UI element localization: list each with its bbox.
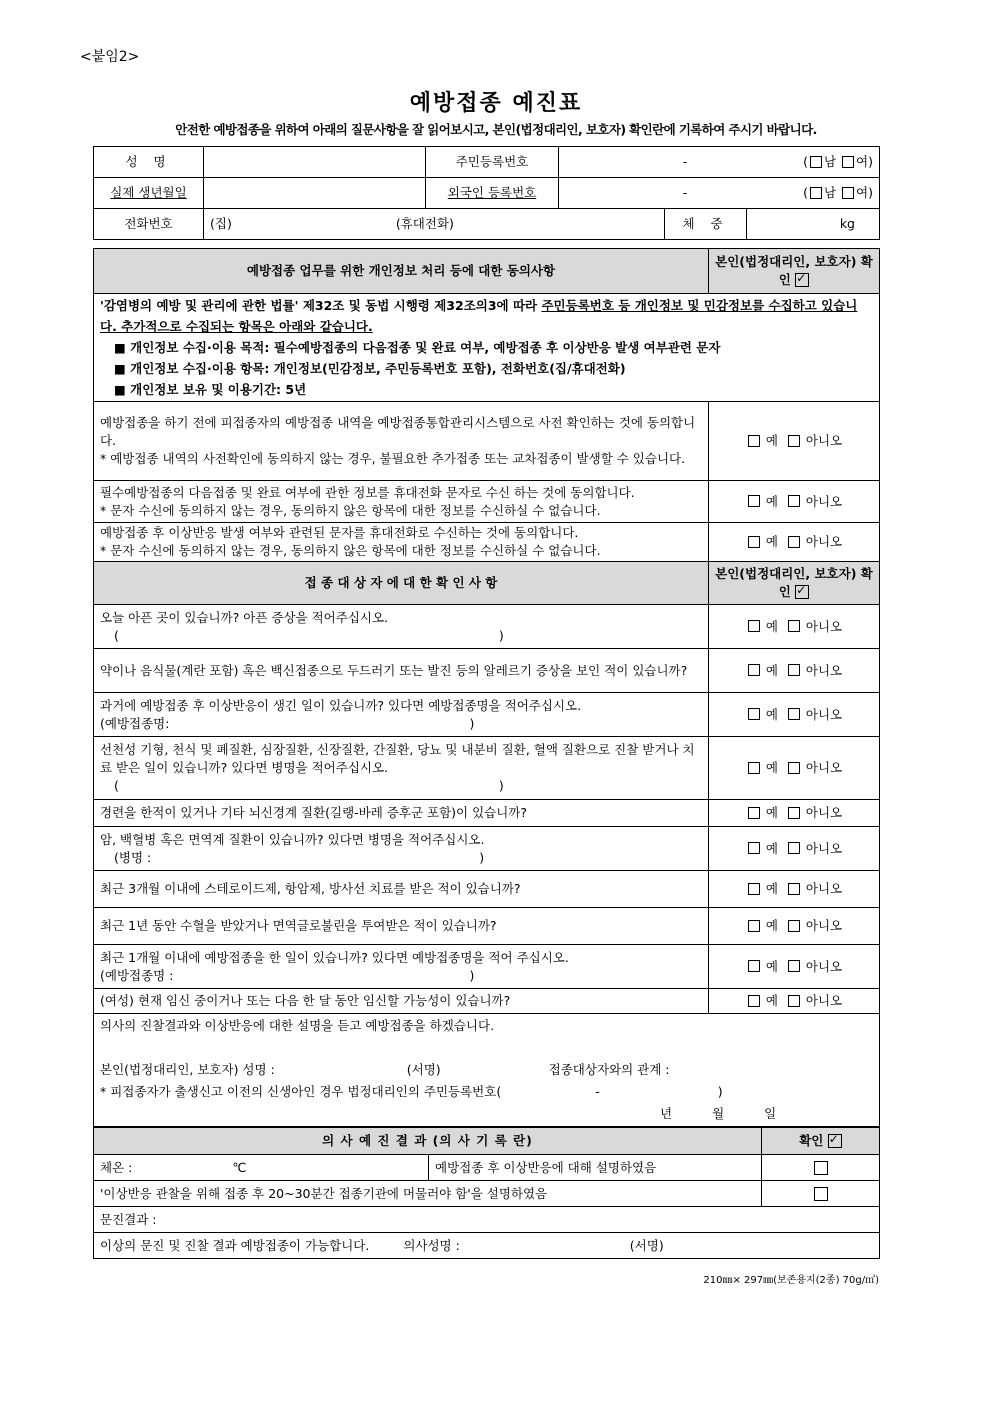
exam-result-field[interactable]: 문진결과 : (94, 1207, 880, 1233)
year-label: 년 (660, 1106, 673, 1121)
birth-field[interactable] (204, 178, 426, 209)
birth-label: 실제 생년월일 (110, 185, 187, 200)
consent-confirm-header: 본인(법정대리인, 보호자) 확인 ✓ (709, 249, 880, 294)
name-label: 성 명 (94, 147, 204, 178)
target-q2: 약이나 음식물(계란 포함) 혹은 백신접종으로 두드러기 또는 발진 등의 알레르기 증상을 보인 적이 있습니까? (94, 649, 709, 693)
relation-label: 접종대상자와의 관계 : (548, 1062, 670, 1077)
consent-q1: 예방접종을 하기 전에 피접종자의 예방접종 내역을 예방접종통합관리시스템으로 사전 확인하는 것에 동의합니다. * 예방접종 내역의 사전확인에 동의하지 않는 경우, 불필요한 추가접종 또는 교차접종이 발생할 수 있습니다. (94, 402, 709, 481)
newborn-dash: - (595, 1084, 600, 1099)
doctor-header: 의 사 예 진 결 과 (의 사 기 록 란) (94, 1128, 762, 1155)
target-q8: 최근 1년 동안 수혈을 받았거나 면역글로불린을 투여받은 적이 있습니까? (94, 908, 709, 945)
target-confirm-header: 본인(법정대리인, 보호자) 확인 ✓ (709, 562, 880, 605)
phone-field[interactable] (204, 209, 665, 240)
explained-reaction-checkbox[interactable] (762, 1155, 880, 1181)
foreign-dash: - (682, 185, 688, 200)
target-q4: 선천성 기형, 천식 및 폐질환, 심장질환, 신장질환, 간질환, 당뇨 및 내분비 질환, 혈액 질환으로 진찰 받거나 치료 받은 일이 있습니까? 있다면 병명을 적어주십시오. ( ) (94, 737, 709, 800)
explained-stay-label: '이상반응 관찰을 위해 접종 후 20~30분간 접종기관에 머물러야 함'을 설명하였음 (94, 1181, 762, 1207)
female-checkbox-2[interactable] (842, 187, 854, 199)
day-label: 일 (764, 1106, 777, 1121)
phone-label: 전화번호 (94, 209, 204, 240)
signature-section (94, 1014, 880, 1127)
consent-intro (94, 294, 880, 402)
consent-intro-underlined: 주민등록번호 등 개인정보 및 민감정보를 수집하고 있습니다. 추가적으로 수집되는 항목은 아래와 같습니다. (100, 298, 858, 334)
female-checkbox[interactable] (842, 156, 854, 168)
target-q1: 오늘 아픈 곳이 있습니까? 아픈 증상을 적어주십시오. ( ) (94, 605, 709, 649)
male-label-2: 남 (823, 185, 837, 200)
kg-unit: kg (839, 216, 855, 231)
male-checkbox[interactable] (810, 156, 822, 168)
month-label: 월 (712, 1106, 725, 1121)
doctor-name-label: 의사성명 : (403, 1237, 460, 1253)
attachment-label: <붙임2> (80, 49, 140, 65)
weight-field[interactable] (747, 209, 880, 240)
signer-signature[interactable]: (서명) (406, 1062, 441, 1077)
female-label: 여 (856, 154, 869, 169)
target-q10-answer[interactable]: 예 아니오 (709, 989, 880, 1014)
check-icon (795, 585, 809, 599)
female-label-2: 여 (856, 185, 869, 200)
temperature-field[interactable]: 체온 : ℃ (94, 1155, 429, 1181)
consent-header: 예방접종 업무를 위한 개인정보 처리 등에 대한 동의사항 (94, 249, 709, 294)
target-q4-answer[interactable]: 예 아니오 (709, 737, 880, 800)
target-q2-answer[interactable]: 예 아니오 (709, 649, 880, 693)
target-q5-answer[interactable]: 예 아니오 (709, 800, 880, 827)
target-q5: 경련을 한적이 있거나 기타 뇌신경계 질환(길랭-바레 증후군 포함)이 있습니까? (94, 800, 709, 827)
resident-no-field[interactable] (559, 147, 880, 178)
consent-q3-answer[interactable]: 예 아니오 (709, 523, 880, 562)
gender-choice-2[interactable]: ( 남 여) (803, 185, 873, 200)
foreign-no-field[interactable] (559, 178, 880, 209)
doctor-table (93, 1127, 880, 1259)
newborn-close: ) (717, 1084, 723, 1099)
target-q7-answer[interactable]: 예 아니오 (709, 871, 880, 908)
home-phone-label: (집) (210, 216, 232, 231)
resident-dash: - (682, 154, 688, 169)
target-q3: 과거에 예방접종 후 이상반응이 생긴 일이 있습니까? 있다면 예방접종명을 적어주십시오. (예방접종명: ) (94, 693, 709, 737)
gender-choice[interactable]: ( 남 여) (803, 154, 873, 169)
page-title: 예방접종 예진표 (409, 91, 583, 116)
check-icon (828, 1134, 842, 1148)
resident-no-label: 주민등록번호 (426, 147, 559, 178)
consent-period: ■ 개인정보 보유 및 이용기간: 5년 (114, 382, 307, 397)
check-icon (795, 273, 809, 287)
name-field[interactable] (204, 147, 426, 178)
target-q8-answer[interactable]: 예 아니오 (709, 908, 880, 945)
weight-label: 체 중 (665, 209, 747, 240)
foreign-no-label: 외국인 등록번호 (447, 185, 537, 200)
target-q7: 최근 3개월 이내에 스테로이드제, 항암제, 방사선 치료를 받은 적이 있습니까? (94, 871, 709, 908)
target-q10: (여성) 현재 임신 중이거나 또는 다음 한 달 동안 임신할 가능성이 있습니까? (94, 989, 709, 1014)
consent-q2: 필수예방접종의 다음접종 및 완료 여부에 관한 정보를 휴대전화 문자로 수신 하는 것에 동의합니다. * 문자 수신에 동의하지 않는 경우, 동의하지 않은 항목에 대한 정보를 수신하실 수 없습니다. (94, 481, 709, 523)
final-result (94, 1233, 880, 1259)
target-q3-answer[interactable]: 예 아니오 (709, 693, 880, 737)
consent-q1-answer[interactable]: 예 아니오 (709, 402, 880, 481)
consent-table (93, 248, 880, 1127)
consent-items: ■ 개인정보 수집·이용 항목: 개인정보(민감정보, 주민등록번호 포함), 전화번호(집/휴대전화) (114, 361, 626, 376)
explained-reaction-label: 예방접종 후 이상반응에 대해 설명하였음 (429, 1155, 762, 1181)
male-label: 남 (823, 154, 837, 169)
explained-stay-checkbox[interactable] (762, 1181, 880, 1207)
consent-q2-answer[interactable]: 예 아니오 (709, 481, 880, 523)
statement: 의사의 진찰결과와 이상반응에 대한 설명을 듣고 예방접종을 하겠습니다. (100, 1018, 495, 1033)
paper-spec-footer: 210㎜× 297㎜(보존용지(2종) 70g/㎡) (703, 1275, 879, 1286)
target-q6: 암, 백혈병 혹은 면역계 질환이 있습니까? 있다면 병명을 적어주십시오. (병명 : ) (94, 827, 709, 871)
target-q9: 최근 1개월 이내에 예방접종을 한 일이 있습니까? 있다면 예방접종명을 적어 주십시오. (예방접종명 : ) (94, 945, 709, 989)
consent-intro-text: '감염병의 예방 및 관리에 관한 법률' 제32조 및 동법 시행령 제32조의3에 따라 (100, 298, 542, 313)
target-header: 접 종 대 상 자 에 대 한 확 인 사 항 (94, 562, 709, 605)
male-checkbox-2[interactable] (810, 187, 822, 199)
doctor-signature[interactable]: (서명) (629, 1237, 664, 1253)
newborn-note: * 피접종자가 출생신고 이전의 신생아인 경우 법정대리인의 주민등록번호( (100, 1084, 502, 1099)
doctor-confirm-header: 확인 ✓ (762, 1128, 880, 1155)
target-q1-answer[interactable]: 예 아니오 (709, 605, 880, 649)
signer-label: 본인(법정대리인, 보호자) 성명 : (100, 1062, 275, 1077)
consent-purpose: ■ 개인정보 수집·이용 목적: 필수예방접종의 다음접종 및 완료 여부, 예방접종 후 이상반응 발생 여부관련 문자 (114, 340, 721, 355)
page-subtitle: 안전한 예방접종을 위하여 아래의 질문사항을 잘 읽어보시고, 본인(법정대리인, 보호자) 확인란에 기록하여 주시기 바랍니다. (175, 122, 817, 137)
personal-info-table (93, 146, 880, 240)
target-q9-answer[interactable]: 예 아니오 (709, 945, 880, 989)
target-q6-answer[interactable]: 예 아니오 (709, 827, 880, 871)
consent-q3: 예방접종 후 이상반응 발생 여부와 관련된 문자를 휴대전화로 수신하는 것에 동의합니다. * 문자 수신에 동의하지 않는 경우, 동의하지 않은 항목에 대한 정보를 수신하실 수 없습니다. (94, 523, 709, 562)
result-statement: 이상의 문진 및 진찰 결과 예방접종이 가능합니다. (100, 1237, 370, 1253)
mobile-phone-label: (휴대전화) (395, 216, 454, 231)
